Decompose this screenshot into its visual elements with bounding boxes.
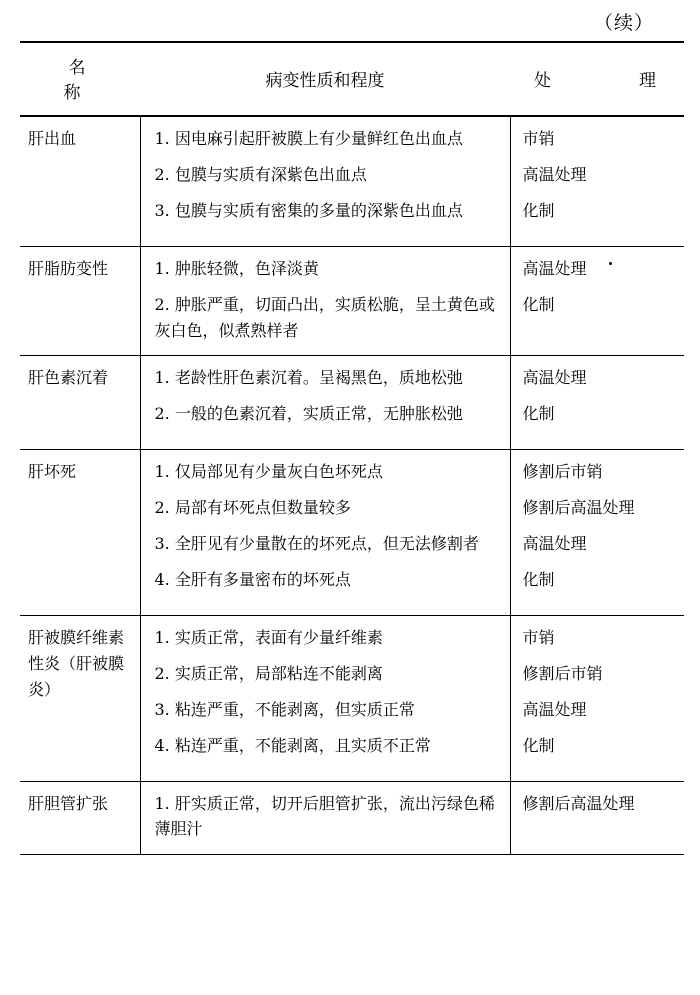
disposition-item: 修割后高温处理 [522, 793, 635, 813]
row-findings [140, 450, 510, 616]
table-row [20, 356, 684, 450]
finding-item: 1. 肿胀轻微，色泽淡黄 [154, 258, 319, 278]
finding-item: 2. 实质正常，局部粘连不能剥离 [154, 663, 383, 683]
table-row [20, 116, 684, 246]
row-dispositions [510, 615, 684, 781]
row-dispositions [510, 116, 684, 246]
row-findings [140, 615, 510, 781]
finding-item: 1. 仅局部见有少量灰白色坏死点 [154, 462, 383, 482]
row-findings [140, 116, 510, 246]
finding-item: 1. 因电麻引起肝被膜上有少量鲜红色出血点 [154, 129, 463, 148]
disposition-item: 化制 [522, 200, 555, 220]
finding-item: 4. 粘连严重，不能剥离，且实质不正常 [154, 735, 431, 755]
disposition-item: 修割后市销 [522, 663, 603, 683]
disposition-item: 市销 [522, 129, 555, 148]
finding-item: 3. 包膜与实质有密集的多量的深紫色出血点 [154, 200, 463, 220]
row-findings [140, 781, 510, 855]
row-name: 肝被膜纤维素性炎（肝被膜炎） [20, 615, 140, 781]
row-name: 肝出血 [20, 116, 140, 246]
disposition-item: 市销 [522, 627, 555, 647]
disposition-item: 化制 [522, 569, 555, 589]
disposition-item: 高温处理 [522, 699, 587, 719]
header-lesion: 病变性质和程度 [140, 42, 510, 116]
row-name: 肝坏死 [20, 450, 140, 616]
disposition-item: 高温处理 [522, 258, 587, 278]
finding-item: 3. 粘连严重，不能剥离，但实质正常 [154, 699, 415, 719]
disposition-item: 化制 [522, 735, 555, 755]
finding-item: 2. 包膜与实质有深紫色出血点 [154, 164, 367, 184]
table-header-row [20, 42, 684, 116]
inspection-table [20, 41, 684, 855]
row-findings [140, 246, 510, 356]
ink-speck [609, 262, 612, 265]
table-row [20, 450, 684, 616]
finding-item: 2. 肿胀严重，切面凸出，实质松脆，呈土黄色或灰白色，似煮熟样者 [154, 294, 495, 340]
header-disposition: 处 理 [510, 42, 684, 116]
row-dispositions [510, 356, 684, 450]
table-row [20, 615, 684, 781]
finding-item: 2. 一般的色素沉着，实质正常，无肿胀松弛 [154, 404, 463, 424]
finding-item: 1. 老龄性肝色素沉着。呈褐黑色，质地松弛 [154, 368, 463, 388]
finding-item: 1. 肝实质正常，切开后胆管扩张，流出污绿色稀薄胆汁 [154, 793, 495, 839]
row-name: 肝胆管扩张 [20, 781, 140, 855]
disposition-item: 修割后高温处理 [522, 498, 635, 518]
disposition-item: 修割后市销 [522, 462, 603, 482]
disposition-item: 高温处理 [522, 164, 587, 184]
finding-item: 3. 全肝见有少量散在的坏死点，但无法修割者 [154, 534, 479, 554]
table-row [20, 246, 684, 356]
continued-label: （续） [593, 12, 654, 34]
row-findings [140, 356, 510, 450]
row-dispositions [510, 450, 684, 616]
table-row [20, 781, 684, 855]
finding-item: 2. 局部有坏死点但数量较多 [154, 498, 351, 518]
header-name: 名 称 [20, 42, 140, 116]
disposition-item: 高温处理 [522, 368, 587, 388]
row-name: 肝色素沉着 [20, 356, 140, 450]
disposition-item: 化制 [522, 404, 555, 424]
finding-item: 1. 实质正常，表面有少量纤维素 [154, 627, 383, 647]
row-dispositions [510, 246, 684, 356]
disposition-item: 化制 [522, 294, 555, 314]
disposition-item: 高温处理 [522, 534, 587, 554]
row-dispositions [510, 781, 684, 855]
finding-item: 4. 全肝有多量密布的坏死点 [154, 569, 351, 589]
row-name: 肝脂肪变性 [20, 246, 140, 356]
